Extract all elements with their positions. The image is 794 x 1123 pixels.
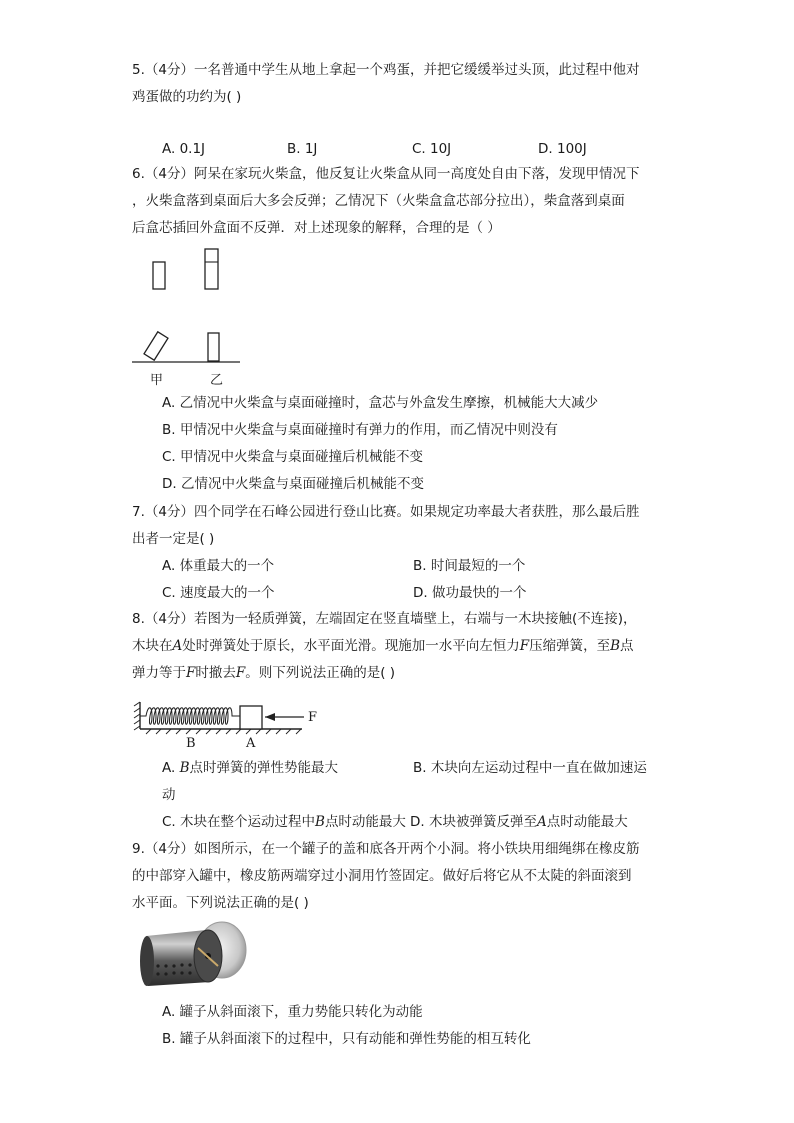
q8-option-c-text: 点时动能最大 — [324, 814, 406, 830]
label-yi: 乙 — [210, 373, 224, 388]
q7-option-b: B. 时间最短的一个 — [413, 558, 526, 574]
q6-stem-line1: 6.（4分）阿呆在家玩火柴盒，他反复让火柴盒从同一高度处自由下落，发现甲情况下 — [132, 166, 640, 182]
q5-option-b: B. 1J — [287, 141, 318, 157]
q9-stem-line2: 的中部穿入罐中，橡皮筋两端穿过小洞用竹签固定。做好后将它从不太陡的斜面滚到 — [132, 868, 632, 884]
q6-option-b: B. 甲情况中火柴盒与桌面碰撞时有弹力的作用，而乙情况中则没有 — [162, 422, 558, 438]
wooden-block — [240, 706, 262, 729]
q9-option-b: B. 罐子从斜面滚下的过程中，只有动能和弹性势能的相互转化 — [162, 1031, 531, 1047]
spring — [140, 708, 240, 725]
q8-option-c — [162, 813, 406, 831]
q8-option-b-line2: 动 — [162, 787, 176, 803]
q8-text: 弹力等于 — [132, 665, 186, 681]
matchbox-jia-bottom — [144, 332, 168, 360]
matchbox-yi-bottom — [208, 333, 219, 361]
q5-stem-line1: 5.（4分）一名普通中学生从地上拿起一个鸡蛋，并把它缓缓举过头顶，此过程中他对 — [132, 62, 640, 78]
q8-var-b: B — [610, 638, 621, 654]
q6-stem-line3: 后盒芯插回外盒面不反弹．对上述现象的解释，合理的是（ ） — [132, 220, 501, 236]
q8-stem-line1-text: 8.（4分）若图为一轻质弹簧，左端固定在竖直墙壁上，右端与一木块接触(不连接)， — [132, 611, 637, 627]
q8-text: 压缩弹簧，至 — [529, 638, 611, 654]
q8-option-c-text: C. 木块在整个运动过程中 — [162, 814, 316, 830]
label-jia: 甲 — [150, 373, 164, 388]
q8-text: 时撤去 — [195, 665, 236, 681]
q8-stem-line2 — [132, 637, 634, 655]
q8-option-b-line1: B. 木块向左运动过程中一直在做加速运 — [413, 760, 647, 776]
q8-var-f: F — [235, 665, 246, 681]
q8-option-a — [162, 759, 338, 777]
q8-var-a: A — [536, 814, 547, 830]
q8-stem-line1 — [132, 610, 637, 628]
q8-text: 。则下列说法正确的是( ) — [245, 665, 396, 681]
q6-stem-line2: ，火柴盒落到桌面后大多会反弹；乙情况下（火柴盒盒芯部分拉出），柴盒落到桌面 — [132, 193, 625, 209]
matchbox-yi-top — [205, 249, 218, 289]
q7-stem-line2: 出者一定是( ) — [132, 531, 215, 547]
q8-var-b: B — [315, 814, 325, 830]
q8-option-d-text: 点时动能最大 — [546, 814, 628, 830]
q7-stem-line1: 7.（4分）四个同学在石峰公园进行登山比赛。如果规定功率最大者获胜，那么最后胜 — [132, 504, 640, 520]
q6-option-a: A. 乙情况中火柴盒与桌面碰撞时，盒芯与外盒发生摩擦，机械能大大减少 — [162, 395, 599, 411]
q8-stem-line3 — [132, 664, 395, 682]
q6-option-d: D. 乙情况中火柴盒与桌面碰撞后机械能不变 — [162, 476, 424, 492]
matchbox-jia-top — [153, 262, 165, 289]
q8-text: 处时弹簧处于原长，水平面光滑。现施加一水平向左恒力 — [182, 638, 520, 654]
q8-var-f: F — [186, 665, 196, 681]
label-b: B — [186, 736, 196, 751]
can-photo — [136, 920, 250, 992]
q5-option-c: C. 10J — [412, 141, 452, 157]
spring-block-figure — [134, 696, 334, 752]
q5-option-d: D. 100J — [538, 141, 587, 157]
q7-option-a: A. 体重最大的一个 — [162, 558, 275, 574]
q9-stem-line1: 9.（4分）如图所示，在一个罐子的盖和底各开两个小洞。将小铁块用细绳绑在橡皮筋 — [132, 841, 640, 857]
q8-option-a-text: 点时弹簧的弹性势能最大 — [189, 760, 339, 776]
q8-text: 木块在 — [132, 638, 173, 654]
option-letter: A. — [162, 760, 180, 776]
q8-option-d — [410, 813, 628, 831]
q8-var-b: B — [179, 760, 190, 776]
label-a: A — [246, 736, 256, 751]
q8-var-f: F — [519, 638, 530, 654]
q5-stem-line2: 鸡蛋做的功约为( ) — [132, 89, 242, 105]
q9-stem-line3: 水平面。下列说法正确的是( ) — [132, 895, 309, 911]
q7-option-d: D. 做功最快的一个 — [413, 585, 527, 601]
q7-option-c: C. 速度最大的一个 — [162, 585, 275, 601]
label-f: F — [308, 710, 318, 725]
q5-option-a: A. 0.1J — [162, 141, 206, 157]
matchbox-figure — [132, 245, 247, 390]
q8-text: 点 — [620, 638, 634, 654]
q8-option-d-text: D. 木块被弹簧反弹至 — [410, 814, 537, 830]
q8-var-a: A — [172, 638, 183, 654]
q6-option-c: C. 甲情况中火柴盒与桌面碰撞后机械能不变 — [162, 449, 424, 465]
q9-option-a: A. 罐子从斜面滚下，重力势能只转化为动能 — [162, 1004, 423, 1020]
